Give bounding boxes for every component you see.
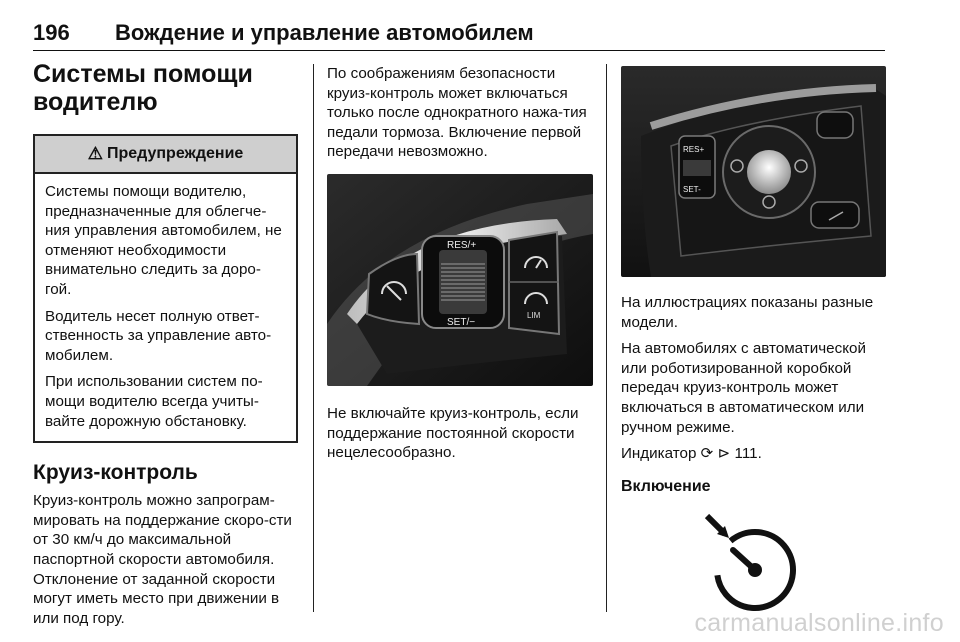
paragraph: На автомобилях с автоматической или роботизированной коробкой передач круиз-контроль может включаться в автоматическом или ручном режиме. bbox=[621, 340, 866, 436]
column-3 bbox=[621, 66, 886, 616]
header-rule bbox=[33, 50, 885, 51]
chapter-title: Вождение и управление автомобилем bbox=[115, 20, 534, 45]
column-2 bbox=[327, 64, 593, 470]
paragraph: Круиз-контроль можно запрограм-мировать на поддержание скоро-сти от 30 км/ч до максимальной паспортной скорости автомобиля. Отклонение от заданной скорости могут иметь место при движении в или под гору. bbox=[33, 492, 292, 627]
paragraph: По соображениям безопасности круиз-контроль может включаться только после однократного нажа-тия педали тормоза. Включение первой передачи невозможно. bbox=[327, 65, 587, 161]
warning-body bbox=[35, 174, 296, 441]
paragraph: Индикатор ⟳ ⊳ 111. bbox=[621, 445, 762, 463]
set-label-2: SET- bbox=[683, 185, 701, 194]
steering-wheel-controls-image-2 bbox=[621, 66, 886, 277]
steering-wheel-controls-image bbox=[327, 174, 593, 386]
set-label: SET/− bbox=[447, 316, 476, 328]
subsection-title-activation: Включение bbox=[621, 477, 711, 495]
page-header bbox=[33, 14, 885, 50]
subsection-title: Круиз-контроль bbox=[33, 461, 198, 485]
paragraph: Не включайте круиз-контроль, если поддержание постоянной скорости нецелесообразно. bbox=[327, 404, 579, 462]
warning-paragraph: Системы помощи водителю, предназначенные для облегче-ния управления автомобилем, не отменяют необходимости внимательно следить за доро-гой. bbox=[45, 183, 282, 298]
watermark: carmanualsonline.info bbox=[694, 609, 944, 637]
cruise-control-icon bbox=[701, 516, 808, 616]
paragraph: На иллюстрациях показаны разные модели. bbox=[621, 294, 874, 331]
page-number: 196 bbox=[33, 20, 70, 45]
column-divider-1 bbox=[313, 64, 314, 612]
column-1 bbox=[33, 60, 298, 635]
cruise-control-icon-image bbox=[621, 506, 886, 616]
warning-title: Предупреждение bbox=[106, 145, 244, 162]
section-title: Системы помощи водителю bbox=[33, 60, 253, 116]
lim-label: LIM bbox=[527, 310, 541, 320]
res-label-2: RES+ bbox=[683, 145, 705, 154]
warning-triangle-icon: ⚠ bbox=[87, 144, 103, 163]
warning-header bbox=[35, 136, 296, 174]
warning-paragraph: При использовании систем по-мощи водителю всегда учиты-вайте дорожную обстановку. bbox=[45, 373, 263, 430]
res-label: RES/+ bbox=[447, 239, 477, 251]
column-divider-2 bbox=[606, 64, 607, 612]
body-text bbox=[33, 491, 298, 628]
warning-box bbox=[33, 134, 298, 443]
warning-paragraph: Водитель несет полную ответ-ственность за управление авто-мобилем. bbox=[45, 307, 272, 364]
